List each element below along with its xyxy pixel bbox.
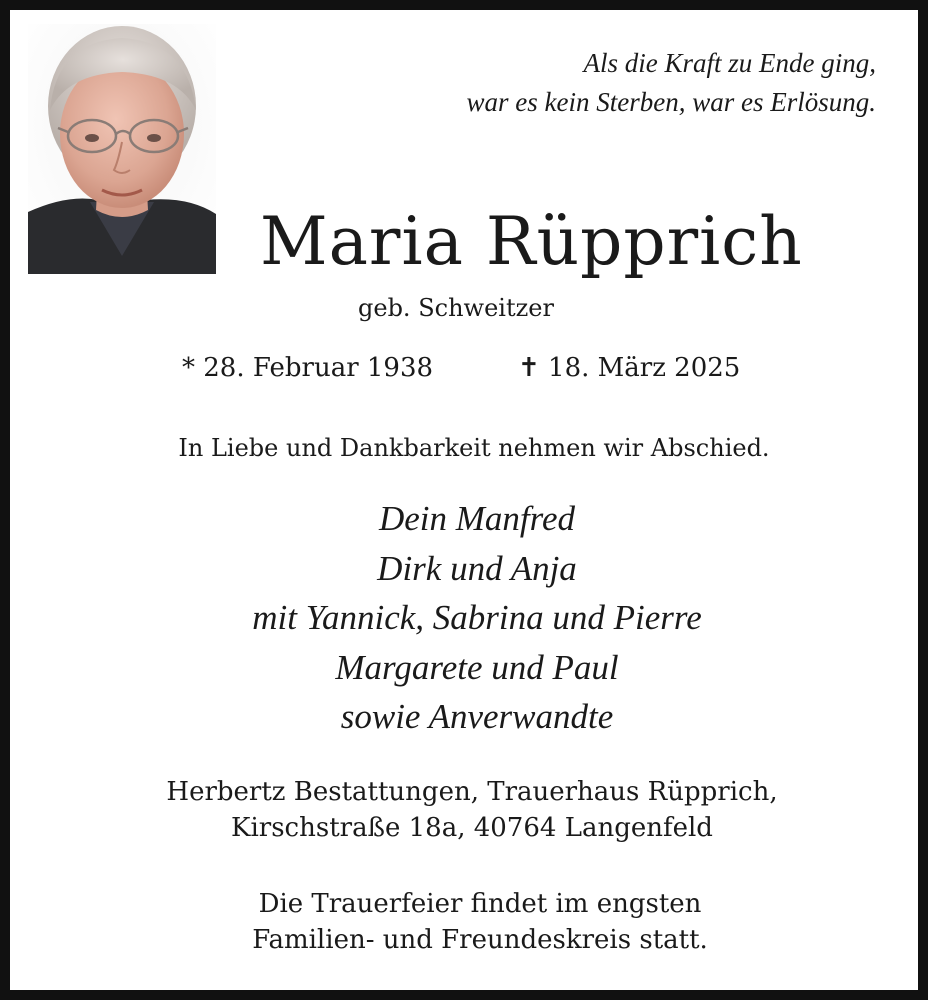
mourner-line: sowie Anverwandte <box>340 697 614 736</box>
ceremony-line-1: Die Trauerfeier findet im engsten <box>258 889 702 919</box>
motto-quote <box>467 44 876 122</box>
funeral-home-line-1: Herbertz Bestattungen, Trauerhaus Rüpprich, <box>166 777 778 807</box>
mourner-line: Dirk und Anja <box>377 548 577 588</box>
maiden-name: geb. Schweitzer <box>358 294 554 322</box>
birth-date: * 28. Februar 1938 <box>182 353 434 383</box>
ceremony-note <box>10 886 928 958</box>
death-date: ✝ 18. März 2025 <box>518 353 741 383</box>
mourner-line: Margarete und Paul <box>335 647 619 687</box>
motto-line-2: war es kein Sterben, war es Erlösung. <box>466 87 876 117</box>
mourners-list <box>10 494 928 742</box>
mourner-line: mit Yannick, Sabrina und Pierre <box>252 598 702 637</box>
motto-line-1: Als die Kraft zu Ende ging, <box>583 48 876 78</box>
portrait-photo <box>28 24 216 274</box>
funeral-home-address <box>10 774 928 846</box>
deceased-name: Maria Rüpprich <box>260 203 803 280</box>
ceremony-line-2: Familien- und Freundeskreis statt. <box>252 925 708 955</box>
mourner-line: Dein Manfred <box>378 499 576 538</box>
farewell-text: In Liebe und Dankbarkeit nehmen wir Abschied. <box>178 434 770 462</box>
funeral-home-line-2: Kirschstraße 18a, 40764 Langenfeld <box>231 813 713 843</box>
